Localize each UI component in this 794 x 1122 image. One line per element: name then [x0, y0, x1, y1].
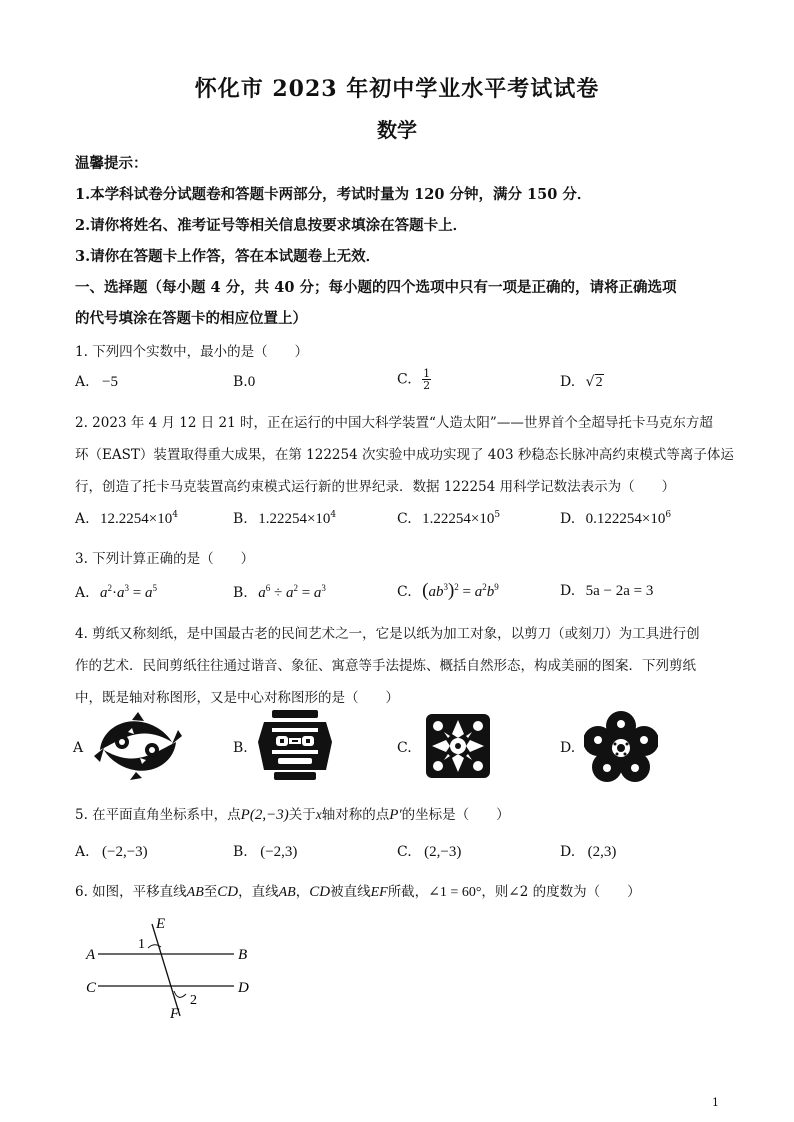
q6-stem-c: ， [295, 884, 310, 900]
q6-stem-a: 至 [203, 884, 218, 900]
line-ef [152, 924, 180, 1016]
point-label-a: A [86, 947, 96, 963]
q4-option-d-label: D. [560, 740, 576, 756]
q3-option-a [75, 583, 157, 602]
papercut-fish-icon [92, 712, 184, 780]
option-label: B. [233, 374, 248, 390]
option-label: D. [560, 374, 576, 390]
subject-title: 数学 [377, 118, 417, 142]
option-mantissa: 1.22254×10 [422, 511, 495, 527]
q6-stem [75, 880, 641, 901]
q6-line-cd: CD [217, 884, 239, 900]
point-label-e: E [156, 916, 166, 932]
option-value: 0 [247, 374, 256, 390]
option-mantissa: 0.122254×10 [585, 511, 666, 527]
papercut-five-petal-flower-icon [584, 710, 658, 782]
point-label-d: D [238, 980, 249, 996]
option-expression: $(ab^3)^2 = a^2b^9$ [422, 580, 499, 601]
tip-item-1: 1.本学科试卷分试题卷和答题卡两部分，考试时量为 120 分钟，满分 150 分． [75, 186, 592, 203]
q5-stem-mid: 关于 [288, 807, 316, 823]
option-value: (−2,−3) [102, 844, 148, 860]
q4-line3: 中，既是轴对称图形，又是中心对称图形的是（ ） [75, 690, 399, 706]
option-exponent: 6 [665, 510, 672, 520]
point-label-f: F [170, 1006, 180, 1022]
angle-2-arc [174, 991, 186, 997]
option-label: A. [75, 585, 90, 601]
q3-option-c [397, 580, 499, 602]
q2-option-b [233, 510, 336, 528]
option-label: A. [75, 511, 90, 527]
q3-option-d [560, 583, 653, 600]
option-exponent: 4 [172, 510, 178, 520]
q1-option-a [75, 374, 118, 391]
section-heading-line1: 一、选择题（每小题 4 分，共 40 分；每小题的四个选项中只有一项是正确的，请将正确选项 [75, 279, 677, 296]
angle-label-1: 1 [138, 937, 145, 952]
q1-option-c [397, 368, 431, 391]
papercut-vase-icon [254, 708, 336, 784]
tips-heading: 温馨提示： [75, 155, 148, 172]
option-value: (−2,3) [260, 844, 298, 860]
q4-option-b-label: B. [233, 740, 248, 756]
q5-stem-end: 的坐标是（ ） [401, 807, 510, 823]
q6-stem-f: ，则∠2 的度数为（ ） [481, 884, 641, 900]
q2-option-a [75, 510, 178, 528]
option-expression: 5a − 2a = 3 [585, 583, 654, 599]
option-label: D. [560, 844, 576, 860]
point-label-b: B [238, 947, 248, 963]
option-exponent: 4 [330, 510, 337, 520]
q1-stem: 1. 下列四个实数中，最小的是（ ） [75, 344, 309, 360]
q5-stem-pre: 5. 在平面直角坐标系中，点 [75, 807, 241, 823]
option-label: D. [560, 583, 576, 599]
option-label: A. [75, 374, 90, 390]
q6-stem-d: 被直线 [330, 884, 371, 900]
option-exponent: 5 [494, 510, 501, 520]
sqrt-expression: √2 [585, 374, 603, 390]
option-label: C. [397, 511, 412, 527]
q6-stem-pre: 6. 如图，平移直线 [75, 884, 187, 900]
q5-option-a [75, 844, 148, 861]
q1-option-d [560, 374, 604, 391]
q6-parallel-lines-figure [84, 912, 264, 1024]
q6-line-ef: EF [370, 885, 388, 900]
radicand: 2 [595, 375, 603, 390]
q6-line-ab-2: AB [278, 885, 296, 900]
q1-option-b [233, 374, 255, 391]
option-label: B. [233, 585, 248, 601]
option-value: (2,3) [587, 844, 617, 860]
tip-item-3: 3.请你在答题卡上作答，答在本试题卷上无效． [75, 248, 381, 265]
fraction-numerator: 1 [423, 367, 431, 380]
option-label: A. [75, 844, 90, 860]
option-label: C. [397, 371, 412, 388]
angle-label-2: 2 [190, 993, 197, 1008]
q2-line2: 环（EAST）装置取得重大成果，在第 122254 次实验中成功实现了 403 秒稳态长脉冲高约束模式等离子体运 [75, 447, 734, 463]
section-heading-line2: 的代号填涂在答题卡的相应位置上） [75, 310, 307, 327]
tip-item-2: 2.请你将姓名、准考证号等相关信息按要求填涂在答题卡上． [75, 217, 468, 234]
option-mantissa: 1.22254×10 [258, 511, 331, 527]
q3-stem: 3. 下列计算正确的是（ ） [75, 551, 255, 567]
q6-line-ab: AB [186, 885, 204, 900]
papercut-square-flower-icon [420, 708, 496, 784]
q6-line-cd-2: CD [309, 884, 331, 900]
page-number: 1 [712, 1096, 719, 1109]
q6-angle1: ∠1 = 60° [428, 885, 482, 900]
q6-stem-e: 所截， [387, 884, 429, 900]
q2-line1: 2. 2023 年 4 月 12 日 21 时，正在运行的中国大科学装置“人造太阳”——世界首个全超导托卡马克东方超 [75, 415, 713, 431]
option-label: C. [397, 584, 412, 600]
option-value: (2,−3) [424, 844, 462, 860]
q5-point: P(2,−3) [240, 807, 289, 823]
option-expression: $a^2\cdot a^3 = a^5$ [100, 583, 157, 601]
option-expression: $a^6 \div a^2 = a^3$ [258, 583, 326, 601]
q5-option-d [560, 844, 616, 861]
q4-option-a-label: A [73, 740, 84, 756]
q4-option-c-label: C. [397, 740, 412, 756]
q5-option-b [233, 844, 297, 861]
point-label-c: C [86, 980, 97, 996]
q5-stem [75, 803, 510, 824]
option-label: D. [560, 511, 576, 527]
q4-line1: 4. 剪纸又称刻纸，是中国最古老的民间艺术之一，它是以纸为加工对象，以剪刀（或刻刀）为工具进行创 [75, 626, 700, 642]
q5-option-c [397, 844, 461, 861]
option-label: C. [397, 844, 412, 860]
page-title: 怀化市 2023 年初中学业水平考试试卷 [194, 76, 600, 102]
q3-option-b [233, 583, 326, 602]
option-label: B. [233, 511, 248, 527]
fraction [422, 368, 431, 391]
option-value: −5 [102, 374, 118, 390]
q5-axis: x [315, 807, 322, 822]
q5-point-prime: P′ [389, 807, 402, 823]
option-mantissa: 12.2254×10 [100, 511, 173, 527]
q2-option-c [397, 510, 500, 528]
fraction-denominator: 2 [423, 379, 431, 392]
q6-stem-b: ，直线 [238, 884, 279, 900]
q4-line2: 作的艺术．民间剪纸往往通过谐音、象征、寓意等手法提炼、概括自然形态，构成美丽的图案．下列剪纸 [75, 658, 696, 674]
q2-line3: 行，创造了托卡马克装置高约束模式运行新的世界纪录．数据 122254 用科学记数法表示为（ ） [75, 479, 676, 495]
q5-stem-mid2: 轴对称的点 [321, 807, 390, 823]
q2-option-d [560, 510, 671, 528]
option-label: B. [233, 844, 248, 860]
